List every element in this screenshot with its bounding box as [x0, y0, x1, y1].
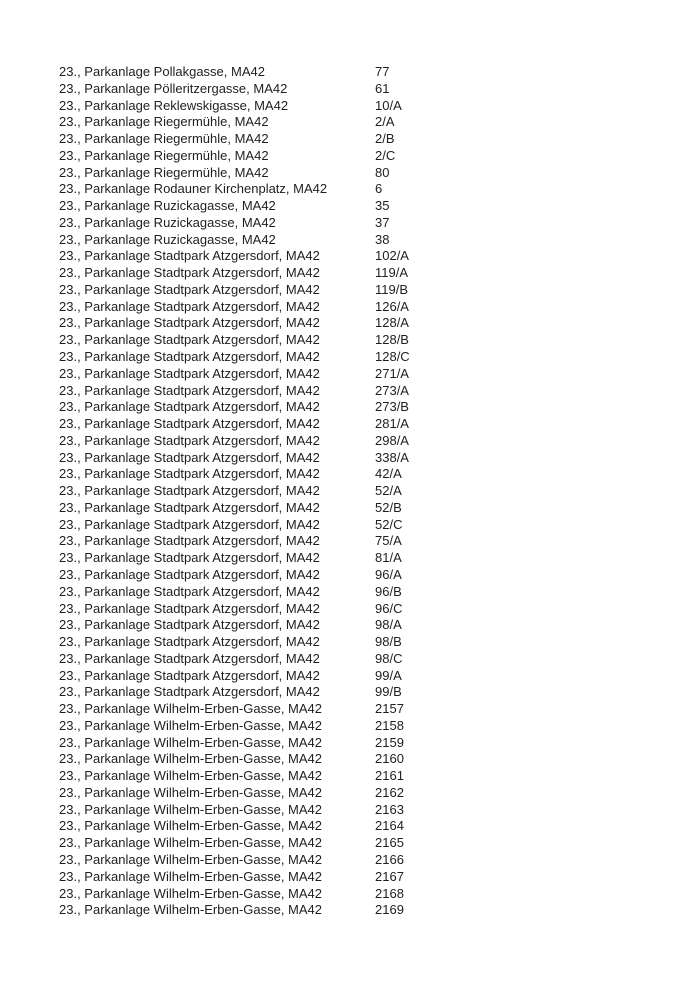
- park-code: 119/B: [375, 281, 409, 297]
- park-code: 2168: [375, 885, 404, 901]
- park-code: 2164: [375, 818, 404, 834]
- list-item: [59, 634, 700, 651]
- park-code: 2157: [375, 701, 404, 717]
- park-code: 81/A: [375, 550, 402, 566]
- park-name: 23., Parkanlage Stadtpark Atzgersdorf, MA42: [59, 516, 320, 532]
- list-item: [59, 332, 700, 349]
- list-item: [59, 718, 700, 735]
- park-name: 23., Parkanlage Stadtpark Atzgersdorf, MA42: [59, 617, 320, 633]
- list-item: [59, 751, 700, 768]
- park-code: 128/B: [375, 332, 409, 348]
- park-name: 23., Parkanlage Stadtpark Atzgersdorf, MA42: [59, 550, 320, 566]
- list-item: [59, 282, 700, 299]
- park-code: 2166: [375, 851, 404, 867]
- park-name: 23., Parkanlage Rodauner Kirchenplatz, MA42: [59, 181, 328, 197]
- park-name: 23., Parkanlage Stadtpark Atzgersdorf, MA42: [59, 399, 320, 415]
- park-code: 2/C: [375, 147, 396, 163]
- park-name: 23., Parkanlage Pölleritzergasse, MA42: [59, 80, 288, 96]
- list-item: [59, 64, 700, 81]
- park-code: 52/A: [375, 483, 402, 499]
- park-code: 61: [375, 80, 390, 96]
- park-code: 98/C: [375, 650, 403, 666]
- park-name: 23., Parkanlage Stadtpark Atzgersdorf, MA42: [59, 566, 320, 582]
- park-code: 126/A: [375, 298, 409, 314]
- list-item: [59, 835, 700, 852]
- park-name: 23., Parkanlage Stadtpark Atzgersdorf, MA42: [59, 281, 320, 297]
- park-name: 23., Parkanlage Stadtpark Atzgersdorf, MA42: [59, 432, 320, 448]
- park-code: 2/B: [375, 131, 395, 147]
- park-name: 23., Parkanlage Stadtpark Atzgersdorf, MA42: [59, 298, 320, 314]
- park-name: 23., Parkanlage Pollakgasse, MA42: [59, 64, 265, 79]
- park-code: 80: [375, 164, 390, 180]
- park-code: 128/C: [375, 349, 410, 365]
- list-item: [59, 366, 700, 383]
- park-name: 23., Parkanlage Ruzickagasse, MA42: [59, 214, 276, 230]
- list-item: [59, 802, 700, 819]
- park-name: 23., Parkanlage Stadtpark Atzgersdorf, MA42: [59, 332, 320, 348]
- list-item: [59, 651, 700, 668]
- list-item: [59, 383, 700, 400]
- park-code: 98/A: [375, 617, 402, 633]
- park-code: 99/A: [375, 667, 402, 683]
- park-code: 273/A: [375, 382, 409, 398]
- list-item: [59, 902, 700, 919]
- park-name: 23., Parkanlage Wilhelm-Erben-Gasse, MA42: [59, 868, 323, 884]
- park-name: 23., Parkanlage Wilhelm-Erben-Gasse, MA42: [59, 885, 323, 901]
- park-name: 23., Parkanlage Stadtpark Atzgersdorf, MA42: [59, 533, 320, 549]
- park-name: 23., Parkanlage Ruzickagasse, MA42: [59, 231, 276, 247]
- park-code: 2169: [375, 902, 404, 918]
- list-item: [59, 165, 700, 182]
- list-item: [59, 148, 700, 165]
- park-name: 23., Parkanlage Riegermühle, MA42: [59, 164, 269, 180]
- list-item: [59, 550, 700, 567]
- park-name: 23., Parkanlage Wilhelm-Erben-Gasse, MA42: [59, 801, 323, 817]
- list-item: [59, 517, 700, 534]
- park-code: 281/A: [375, 416, 409, 432]
- list-item: [59, 852, 700, 869]
- park-code: 271/A: [375, 365, 409, 381]
- park-name: 23., Parkanlage Stadtpark Atzgersdorf, MA42: [59, 667, 320, 683]
- list-item: [59, 399, 700, 416]
- list-item: [59, 617, 700, 634]
- park-name: 23., Parkanlage Stadtpark Atzgersdorf, MA42: [59, 382, 320, 398]
- park-code: 298/A: [375, 432, 409, 448]
- list-item: [59, 818, 700, 835]
- park-name: 23., Parkanlage Riegermühle, MA42: [59, 147, 269, 163]
- park-code: 2160: [375, 751, 404, 767]
- list-item: [59, 315, 700, 332]
- park-code: 35: [375, 198, 390, 214]
- list-item: [59, 785, 700, 802]
- list-item: [59, 735, 700, 752]
- list-item: [59, 450, 700, 467]
- park-code: 42/A: [375, 466, 402, 482]
- list-item: [59, 181, 700, 198]
- park-name: 23., Parkanlage Stadtpark Atzgersdorf, MA42: [59, 265, 320, 281]
- park-code: 6: [375, 181, 383, 197]
- park-name: 23., Parkanlage Wilhelm-Erben-Gasse, MA42: [59, 902, 323, 918]
- list-item: [59, 701, 700, 718]
- list-item: [59, 114, 700, 131]
- list-item: [59, 299, 700, 316]
- park-code: 2158: [375, 717, 404, 733]
- park-code: 273/B: [375, 399, 409, 415]
- park-name: 23., Parkanlage Wilhelm-Erben-Gasse, MA42: [59, 835, 323, 851]
- list-item: [59, 483, 700, 500]
- park-name: 23., Parkanlage Stadtpark Atzgersdorf, MA42: [59, 248, 320, 264]
- park-code: 96/B: [375, 583, 402, 599]
- park-code: 2163: [375, 801, 404, 817]
- list-item: [59, 500, 700, 517]
- list-item: [59, 248, 700, 265]
- list-item: [59, 869, 700, 886]
- park-name: 23., Parkanlage Stadtpark Atzgersdorf, MA42: [59, 315, 320, 331]
- park-name: 23., Parkanlage Stadtpark Atzgersdorf, MA42: [59, 466, 320, 482]
- park-name: 23., Parkanlage Stadtpark Atzgersdorf, MA42: [59, 499, 320, 515]
- park-name: 23., Parkanlage Wilhelm-Erben-Gasse, MA42: [59, 751, 323, 767]
- park-code: 2159: [375, 734, 404, 750]
- list-item: [59, 584, 700, 601]
- park-code: 38: [375, 231, 390, 247]
- park-name: 23., Parkanlage Stadtpark Atzgersdorf, MA42: [59, 449, 320, 465]
- park-code: 37: [375, 214, 390, 230]
- park-name: 23., Parkanlage Wilhelm-Erben-Gasse, MA42: [59, 701, 323, 717]
- park-code: 128/A: [375, 315, 409, 331]
- park-code: 2167: [375, 868, 404, 884]
- list-item: [59, 684, 700, 701]
- list-item: [59, 466, 700, 483]
- park-code: 2/A: [375, 114, 395, 130]
- park-code: 77: [375, 64, 390, 79]
- park-code: 119/A: [375, 265, 409, 281]
- park-name: 23., Parkanlage Riegermühle, MA42: [59, 131, 269, 147]
- list-item: [59, 131, 700, 148]
- park-code: 99/B: [375, 684, 402, 700]
- list-item: [59, 668, 700, 685]
- list-item: [59, 265, 700, 282]
- park-name: 23., Parkanlage Wilhelm-Erben-Gasse, MA42: [59, 818, 323, 834]
- list-item: [59, 567, 700, 584]
- park-name: 23., Parkanlage Stadtpark Atzgersdorf, MA42: [59, 483, 320, 499]
- park-name: 23., Parkanlage Stadtpark Atzgersdorf, MA42: [59, 583, 320, 599]
- list-item: [59, 601, 700, 618]
- park-name: 23., Parkanlage Reklewskigasse, MA42: [59, 97, 289, 113]
- park-name: 23., Parkanlage Stadtpark Atzgersdorf, MA42: [59, 365, 320, 381]
- park-name: 23., Parkanlage Wilhelm-Erben-Gasse, MA42: [59, 734, 323, 750]
- park-name: 23., Parkanlage Ruzickagasse, MA42: [59, 198, 276, 214]
- list-item: [59, 433, 700, 450]
- park-name: 23., Parkanlage Stadtpark Atzgersdorf, MA42: [59, 600, 320, 616]
- park-code: 96/C: [375, 600, 403, 616]
- list-item: [59, 215, 700, 232]
- park-code: 98/B: [375, 634, 402, 650]
- park-code: 2161: [375, 768, 404, 784]
- park-name: 23., Parkanlage Stadtpark Atzgersdorf, MA42: [59, 650, 320, 666]
- list-item: [59, 198, 700, 215]
- park-name: 23., Parkanlage Wilhelm-Erben-Gasse, MA42: [59, 851, 323, 867]
- park-name: 23., Parkanlage Stadtpark Atzgersdorf, MA42: [59, 416, 320, 432]
- park-code: 52/B: [375, 499, 402, 515]
- park-name: 23., Parkanlage Riegermühle, MA42: [59, 114, 269, 130]
- list-item: [59, 98, 700, 115]
- park-code: 338/A: [375, 449, 409, 465]
- list-item: [59, 886, 700, 903]
- park-code: 2162: [375, 784, 404, 800]
- list-item: [59, 232, 700, 249]
- park-code: 75/A: [375, 533, 402, 549]
- park-name: 23., Parkanlage Stadtpark Atzgersdorf, MA42: [59, 349, 320, 365]
- park-code: 10/A: [375, 97, 402, 113]
- park-name: 23., Parkanlage Wilhelm-Erben-Gasse, MA42: [59, 768, 323, 784]
- park-code: 102/A: [375, 248, 409, 264]
- park-name: 23., Parkanlage Wilhelm-Erben-Gasse, MA42: [59, 784, 323, 800]
- list-item: [59, 416, 700, 433]
- list-item: [59, 81, 700, 98]
- park-code: 2165: [375, 835, 404, 851]
- park-name: 23., Parkanlage Stadtpark Atzgersdorf, MA42: [59, 634, 320, 650]
- park-code: 96/A: [375, 566, 402, 582]
- list-item: [59, 768, 700, 785]
- park-name: 23., Parkanlage Stadtpark Atzgersdorf, MA42: [59, 684, 320, 700]
- park-code: 52/C: [375, 516, 403, 532]
- list-item: [59, 349, 700, 366]
- list-item: [59, 533, 700, 550]
- park-name: 23., Parkanlage Wilhelm-Erben-Gasse, MA42: [59, 717, 323, 733]
